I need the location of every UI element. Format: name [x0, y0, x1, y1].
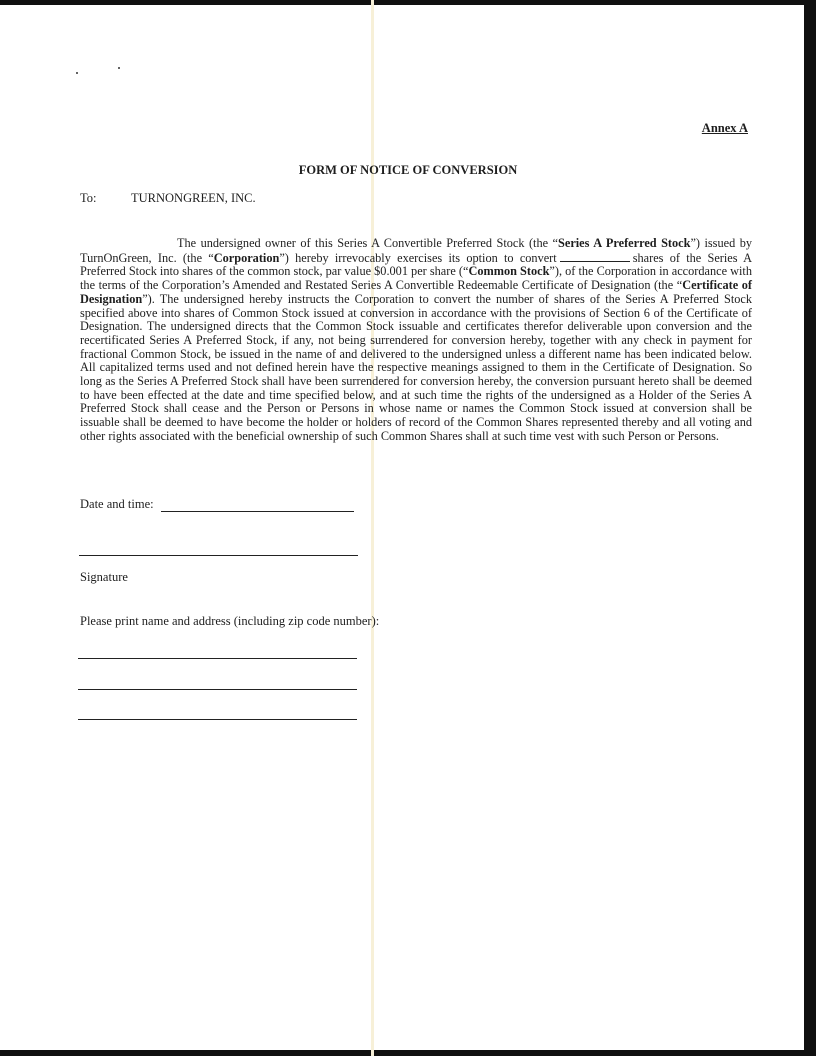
body-text-segment: shares of the Series A Preferred Stock into shares of the common stock, par value $0.001 per share (“	[80, 250, 752, 279]
body-text-segment: ”), of the Corporation in accordance with the terms of the Corporation’s Amended and Restated Series A Convertible Redeemable Certificate of Designation (the “	[80, 264, 752, 293]
addressee-row	[80, 191, 256, 206]
scan-edge-right	[804, 0, 816, 1056]
scan-edge-top	[0, 0, 816, 5]
signature-label: Signature	[80, 570, 128, 584]
body-text-segment: ”). The undersigned hereby instructs the Corporation to convert the number of shares of the Series A Preferred Stock specified above into shares of Common Stock issued at conversion in accordance with the provisions of Section 6 of the Certificate of Designation. The undersigned directs that the Common Stock issuable and certificates therefor deliverable upon conversion and the recertificated Series A Preferred Stock, if any, not being surrendered for conversion hereby, together with any check in payment for fractional Common Stock, be issued in the name of and delivered to the undersigned unless a different name has been indicated below. All capitalized terms used and not defined herein have the respective meanings assigned to them in the Certificate of Designation. So long as the Series A Preferred Stock shall have been surrendered for conversion hereby, the conversion pursuant hereto shall be deemed to have been effected at the date and time specified below, and at such time the rights of the undersigned as a Holder of the Series A Preferred Stock shall cease and the Person or Persons in whose name or names the Common Stock issued at conversion shall be issuable shall be deemed to have become the holder or holders of record of the Common Shares represented thereby and all voting and other rights associated with the beneficial ownership of such Common Shares shall at such time vest with such Person or Persons.	[80, 291, 752, 443]
date-time-row	[80, 497, 154, 512]
scan-edge-bottom	[0, 1050, 816, 1056]
scan-speck	[118, 67, 120, 69]
address-line-3[interactable]	[78, 719, 357, 720]
address-line-2[interactable]	[78, 689, 357, 690]
body-text-segment: ”) issued by TurnOnGreen, Inc. (the “	[80, 236, 752, 265]
defined-term-common-stock: Common Stock	[468, 264, 550, 279]
annex-label: Annex A	[701, 121, 748, 135]
address-line-1[interactable]	[78, 658, 357, 659]
document-title: FORM OF NOTICE OF CONVERSION	[298, 163, 518, 177]
defined-term-certificate: Certificate of Designation	[80, 278, 753, 306]
notice-body-paragraph	[80, 237, 752, 444]
to-label: To:	[80, 191, 97, 205]
scan-fold-line	[371, 0, 374, 1056]
body-text-segment: ”) hereby irrevocably exercises its option to convert	[279, 250, 557, 265]
body-text-segment: The undersigned owner of this Series A Convertible Preferred Stock (the “	[177, 236, 559, 250]
share-count-blank[interactable]	[560, 251, 630, 262]
defined-term-corporation: Corporation	[213, 250, 280, 265]
scan-speck	[76, 72, 78, 74]
address-label: Please print name and address (including zip code number):	[80, 614, 380, 628]
addressee-company: TURNONGREEN, INC.	[131, 191, 256, 205]
date-time-field[interactable]	[161, 511, 354, 512]
date-time-label: Date and time:	[80, 497, 154, 511]
signature-field[interactable]	[79, 555, 358, 556]
defined-term-series-a: Series A Preferred Stock	[558, 236, 691, 250]
